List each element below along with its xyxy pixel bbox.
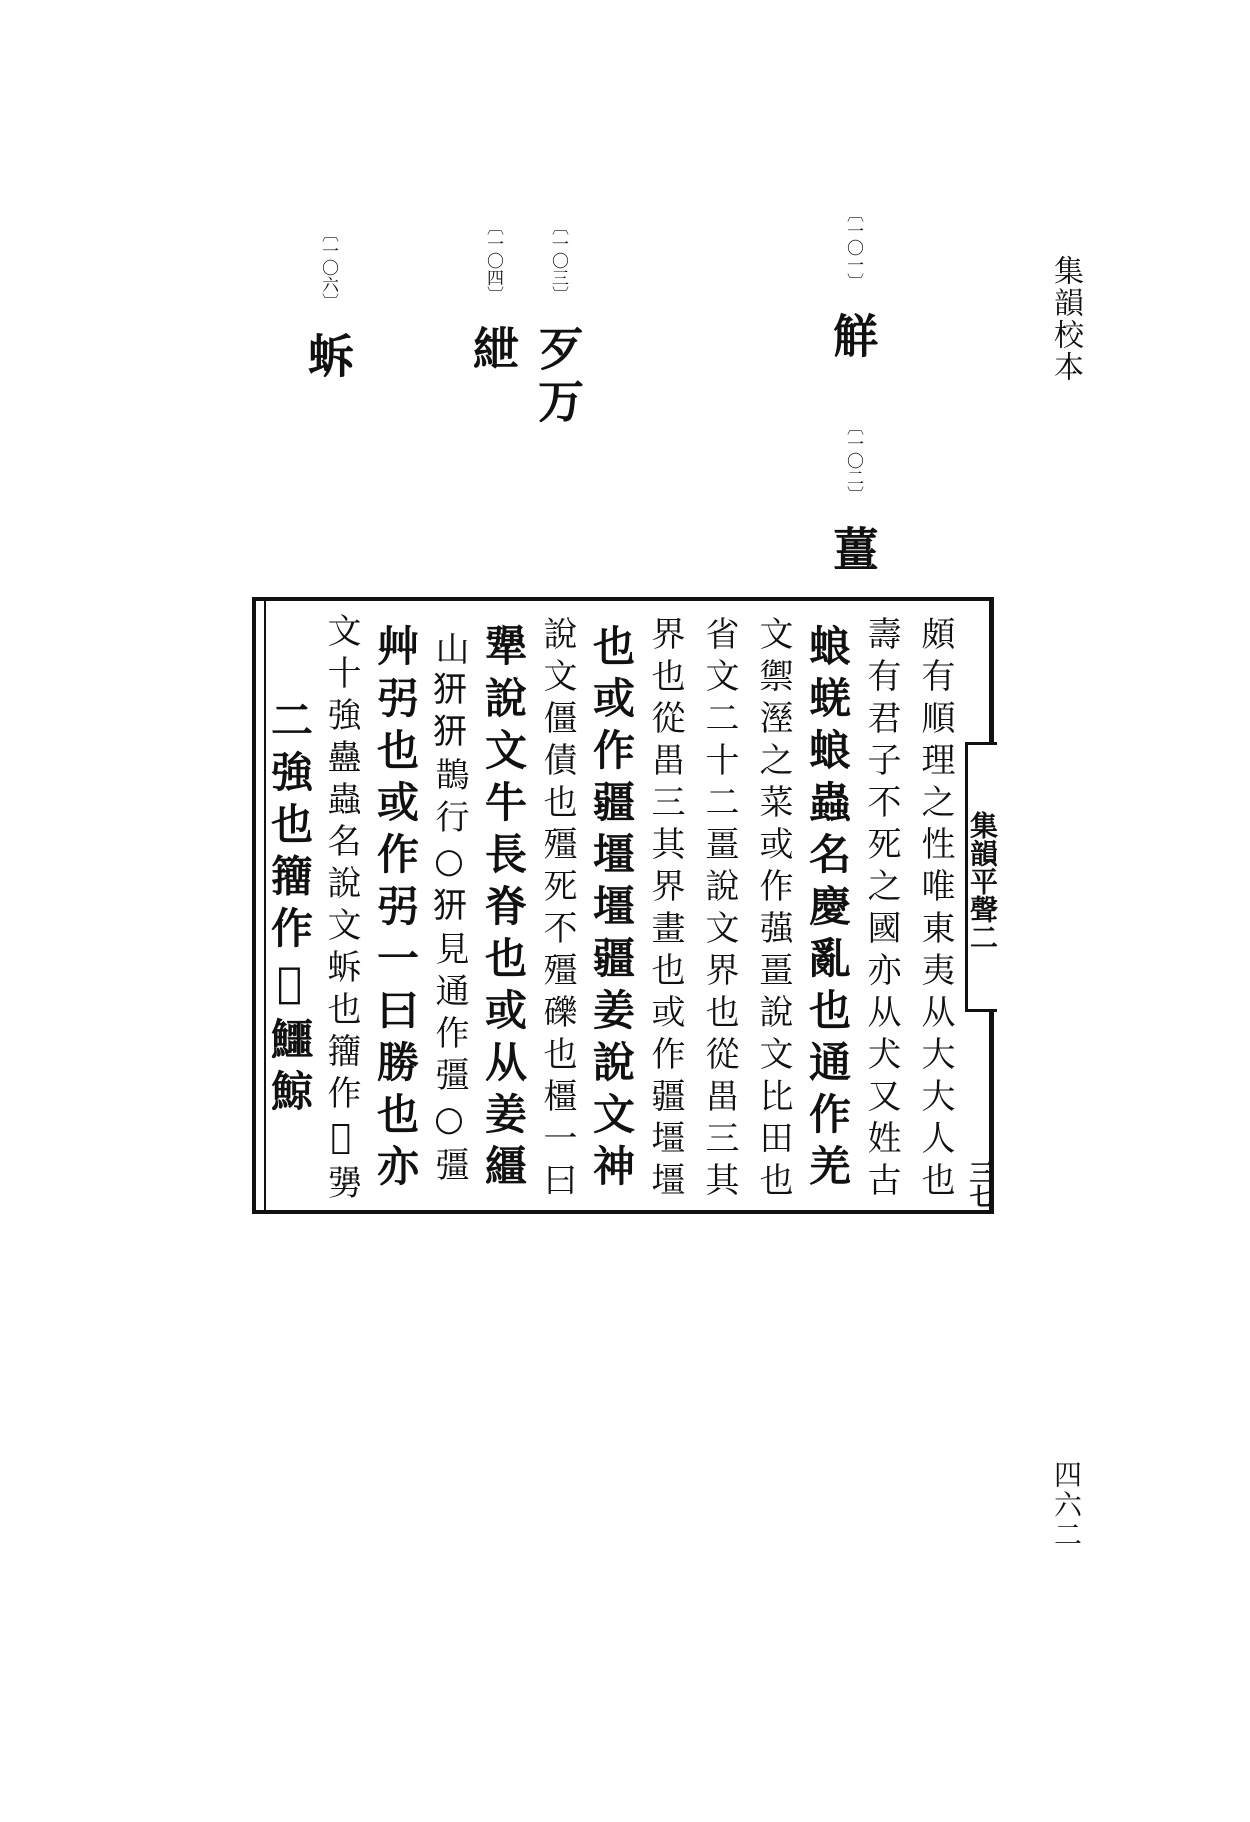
note-character: 蚸 [301, 332, 355, 385]
page-number: 四六二 [1050, 1460, 1083, 1550]
text-column-6: 界也從畕三其界畫也或作疆壃壃 [645, 615, 685, 1204]
note-marker: 〔一〇三〕 [548, 218, 568, 303]
note-character: 歹万 [531, 325, 585, 430]
text-column-9: 犟說文牛長脊也或从姜繮 [479, 623, 528, 1196]
text-column-12: 文十強蠱蟲名說文蚸也籒作𧓍勥 [321, 612, 361, 1207]
collation-note-102 [826, 418, 880, 578]
text-column-2: 壽有君子不死之國亦从犬又姓古 [861, 615, 901, 1204]
collation-note-101 [826, 205, 880, 365]
text-column-13: 二強也籒作𧓍鱷鯨 [265, 698, 314, 1121]
collation-note-104 [466, 218, 520, 378]
text-column-5: 省文二十二畺說文界也從畕三其 [699, 615, 739, 1204]
note-marker: 〔一〇二〕 [843, 418, 863, 503]
collation-note-103 [531, 218, 585, 430]
note-character: 薑 [826, 525, 880, 578]
text-column-1: 頗有順理之性唯東夷从大大人也 [915, 615, 955, 1204]
note-marker: 〔一〇一〕 [843, 205, 863, 290]
text-column-3: 蜋蜣蜋蟲名慶亂也通作羌 [803, 623, 852, 1196]
note-character: 紲 [466, 325, 520, 378]
text-column-8: 說文僵債也殭死不殭礫也橿一曰 [537, 615, 577, 1204]
text-column-10: 山𤜵𤜵鵲行○𤜵見通作彊○彊 [429, 630, 469, 1189]
note-character: 觧 [826, 312, 880, 365]
note-marker: 〔一〇六〕 [318, 225, 338, 310]
block-leaf-number: 三七 [965, 1160, 994, 1208]
collation-note-106 [301, 225, 355, 385]
text-column-4: 文禦溼之菜或作蔃畺說文比田也 [753, 615, 793, 1204]
text-column-11: 艸弜也或作弜一曰勝也亦 [371, 623, 420, 1196]
text-column-7: 也或作疆壃壃疆姜說文神 [587, 623, 636, 1196]
running-head: 集韻校本 [1048, 255, 1083, 383]
block-page-tab: 集韻平聲二 [965, 742, 997, 1012]
note-marker: 〔一〇四〕 [483, 218, 503, 303]
